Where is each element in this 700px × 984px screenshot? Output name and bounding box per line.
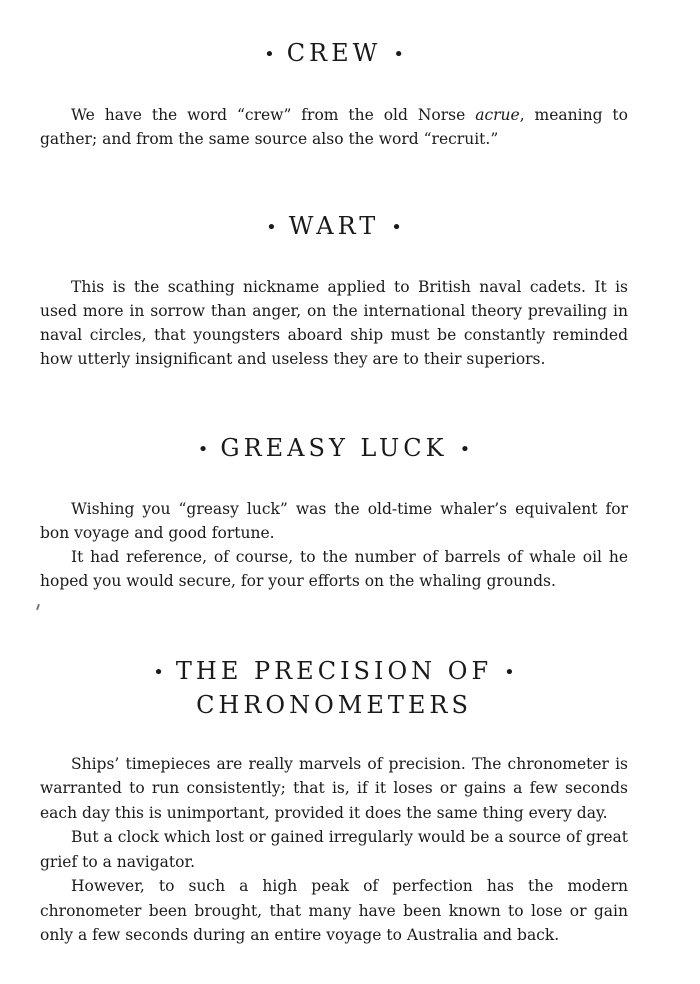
bullet-ornament-left: • (197, 438, 209, 460)
bullet-ornament-left: • (264, 43, 275, 65)
heading-precision-title-line2: CHRONOMETERS (196, 690, 472, 719)
paragraph-greasy-luck-2: It had reference, of course, to the number of barrels of whale oil he hoped you would secure, for your efforts on the whaling grounds. (40, 547, 628, 590)
paragraph-precision-1: Ships’ timepieces are really marvels of precision. The chronometer is warranted to run consistently; that is, if it loses or gains a few seconds each day this is unimportant, provided it does the same thing every day. (40, 754, 628, 822)
heading-wart (40, 211, 628, 243)
section-precision-chronometers (40, 656, 628, 948)
paragraph-wart: This is the scathing nickname applied to British naval cadets. It is used more in sorrow than anger, on the international theory prevailing in naval circles, that youngsters aboard ship must be constantly reminded how utterly insignificant and useless they are to their superiors. (40, 277, 628, 368)
bullet-ornament-right: • (459, 438, 471, 460)
heading-crew-title: CREW (286, 39, 382, 67)
bullet-ornament-right: • (504, 661, 515, 683)
heading-greasy-luck (40, 433, 628, 465)
section-wart (40, 211, 628, 371)
paragraph-crew (40, 103, 628, 151)
bullet-ornament-right: • (393, 43, 404, 65)
paragraph-crew-text-end: , meaning to gather; and from the same source also the word “recruit.” (40, 105, 628, 148)
paragraph-crew-text-start: We have the word “crew” from the old Norse (71, 105, 476, 124)
paragraph-greasy-luck-1: Wishing you “greasy luck” was the old-time whaler’s equivalent for bon voyage and good fortune. (40, 499, 628, 542)
section-greasy-luck (40, 433, 628, 593)
heading-precision-line1 (40, 656, 628, 688)
bullet-ornament-left: • (266, 216, 277, 238)
heading-precision-title-line1: THE PRECISION OF (175, 657, 493, 685)
heading-crew (40, 38, 628, 70)
section-crew (40, 38, 628, 151)
heading-wart-title: WART (288, 212, 380, 240)
paragraph-precision-3: However, to such a high peak of perfection has the modern chronometer been brought, that many have been known to lose or gain only a few seconds during an entire voyage to Australia and back. (40, 877, 628, 944)
paragraph-crew-italic-word: acrue (475, 105, 520, 124)
stray-ink-mark (36, 604, 40, 610)
heading-precision-line2 (40, 690, 628, 720)
bullet-ornament-right: • (391, 216, 402, 238)
bullet-ornament-left: • (153, 661, 164, 683)
paragraph-precision-2: But a clock which lost or gained irregularly would be a source of great grief to a navigator. (40, 828, 628, 871)
heading-greasy-luck-title: GREASY LUCK (220, 434, 448, 462)
